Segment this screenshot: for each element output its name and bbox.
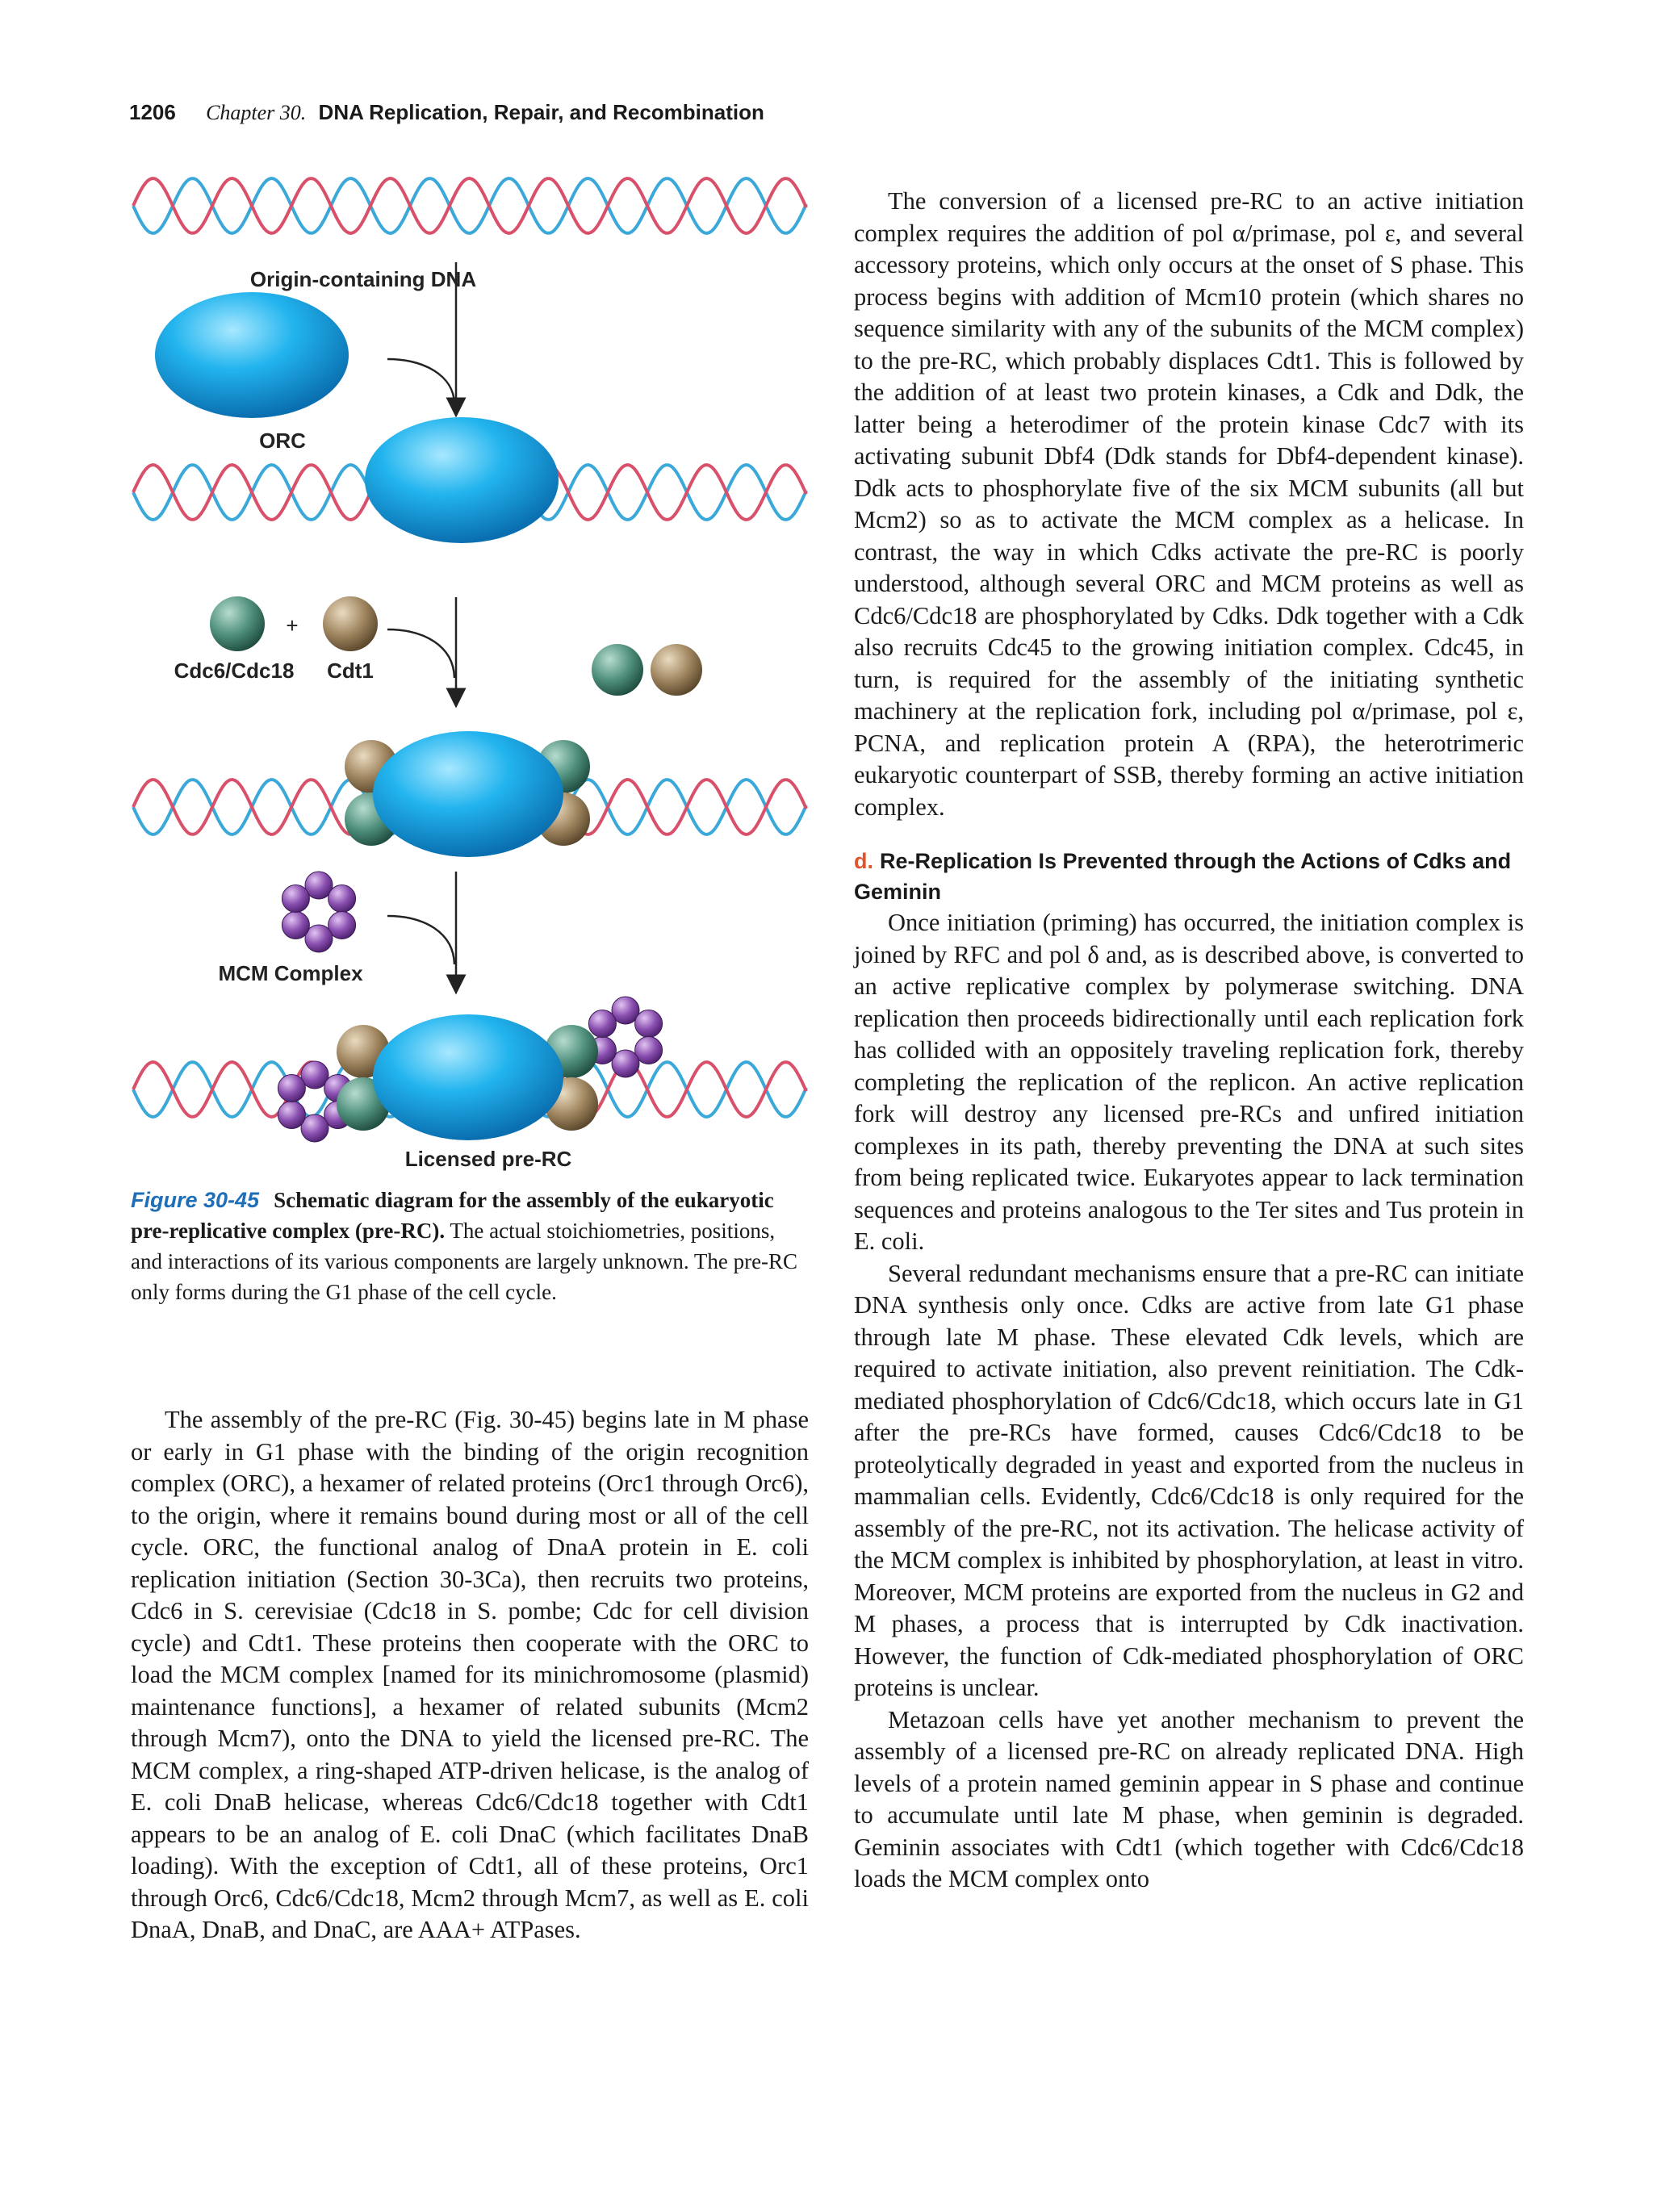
origin-dna-label: Origin-containing DNA: [249, 267, 477, 291]
right-column: [854, 186, 1524, 1896]
mcm-subunit: [588, 1010, 616, 1038]
cdt1-protein: [323, 596, 378, 651]
pre-rc-assembly-figure: [121, 161, 815, 1186]
mcm-subunit: [329, 885, 356, 913]
orc-complex: [155, 292, 349, 418]
chapter-label: Chapter 30.: [206, 101, 307, 124]
cdc6-protein: [210, 596, 265, 651]
section-title: Re-Replication Is Prevented through the Actions of Cdks and Geminin: [854, 849, 1512, 904]
cdc6-label: Cdc6/Cdc18: [174, 659, 295, 683]
plus-sign: +: [286, 613, 299, 638]
mcm-complex: [282, 872, 355, 952]
body-paragraph: The assembly of the pre-RC (Fig. 30-45) begins late in M phase or early in G1 phase with the binding of the origin recognition complex (ORC), a hexamer of related proteins (Orc1 through Orc6), to the origin, where it remains bound during most or all of the cell cycle. ORC, the functional analog of DnaA protein in E. coli replication initiation (Section 30-3Ca), then recruits two proteins, Cdc6 in S. cerevisiae (Cdc18 in S. pombe; Cdc for cell division cycle) and Cdt1. These proteins then cooperate with the ORC to load the MCM complex [named for its minichromosome (plasmid) maintenance functions], a hexamer of related subunits (Mcm2 through Mcm7), onto the DNA to yield the licensed pre-RC. The MCM complex, a ring-shaped ATP-driven helicase, is the analog of E. coli DnaB helicase, whereas Cdc6/Cdc18 together with Cdt1 appears to be an analog of E. coli DnaC (which facilitates DnaB loading). With the exception of Cdt1, all of these proteins, Orc1 through Orc6, Cdc6/Cdc18, Mcm2 through Mcm7, as well as E. coli DnaA, DnaB, and DnaC, are AAA+ ATPases.: [131, 1406, 809, 1943]
orc-intermediate: [373, 731, 563, 857]
body-paragraph: Once initiation (priming) has occurred, the initiation complex is joined by RFC and pol δ and, as is described above, is converted to an active replicative complex by polymerase switching. DNA replication then proceeds bidirectionally until each replication fork has collided with an oppositely traveling replication fork, thereby completing the replication of the replicon. An active replication fork will destroy any licensed pre-RCs and unfired initiation complexes in its path, thereby preventing the DNA at such sites from being replicated twice. Eukaryotes appear to lack termination sequences and proteins analogous to the Ter sites and Tus protein in E. coli.: [854, 909, 1524, 1255]
orc-bound: [365, 417, 559, 543]
cdt1-label: Cdt1: [327, 659, 374, 683]
body-paragraph: The conversion of a licensed pre-RC to an active initiation complex requires the addition of pol α/primase, pol ε, and several accessory proteins, which only occurs at the onset of S phase. This process begins with addition of Mcm10 protein (which shares no sequence similarity with any of the subunits of the MCM complex) to the pre-RC, which probably displaces Cdt1. This is followed by the addition of at least two protein kinases, a Cdk and Ddk, the latter being a heterodimer of the protein kinase Cdc7 with its activating subunit Dbf4 (Ddk stands for Dbf4-dependent kinase). Ddk acts to phosphorylate five of the six MCM subunits (all but Mcm2) so as to activate the MCM complex as a helicase. In contrast, the way in which Cdks activate the pre-RC is poorly understood, although several ORC and MCM proteins as well as Cdc6/Cdc18 are phosphorylated by Cdks. Ddk together with a Cdk also recruits Cdc45 to the growing initiation complex. Cdc45, in turn, is required for the assembly of the initiating synthetic machinery at the replication fork, including pol α/primase, pol ε, PCNA, and replication protein A (RPA), the heterotrimeric eukaryotic counterpart of SSB, thereby forming an active initiation complex.: [854, 187, 1524, 821]
orc-label: ORC: [259, 429, 306, 453]
figure-caption: [131, 1185, 809, 1307]
step-curve-3: [387, 916, 454, 964]
step-curve-1: [387, 359, 454, 404]
mcm-subunit: [282, 885, 309, 913]
mcm-subunit: [278, 1075, 305, 1102]
dna-strand: [133, 178, 806, 233]
cdc6-released: [592, 644, 643, 696]
mcm-subunit: [282, 912, 309, 939]
left-column: [131, 1404, 809, 1946]
figure-number: Figure 30-45: [131, 1188, 260, 1212]
mcm-label: MCM Complex: [218, 961, 363, 985]
mcm-subunit: [635, 1010, 663, 1038]
cdt1-released: [651, 644, 702, 696]
section-letter: d.: [854, 849, 873, 873]
mcm-subunit: [278, 1102, 305, 1129]
step-curve-2: [387, 629, 454, 678]
caption-title: Schematic diagram for the assembly of the eukaryotic pre-replicative complex (pre-RC).: [131, 1188, 774, 1243]
page-number: 1206: [129, 100, 176, 124]
body-paragraph: Several redundant mechanisms ensure that a pre-RC can initiate DNA synthesis only once. Cdks are active from late G1 phase through late M phase. These elevated Cdk levels, which are required to activate initiation, also prevent reinitiation. The Cdk-mediated phosphorylation of Cdc6/Cdc18, which occurs late in G1 after the pre-RCs have formed, causes Cdc6/Cdc18 to be proteolytically degraded in yeast and exported from the nucleus in mammalian cells. Evidently, Cdc6/Cdc18 is only required for the assembly of the pre-RC, not its activation. The helicase activity of the MCM complex is inhibited by phosphorylation, at least in vitro. Moreover, MCM proteins are exported from the nucleus in G2 and M phases, a process that is interrupted by Cdk inactivation. However, the function of Cdk-mediated phosphorylation of ORC proteins is unclear.: [854, 1259, 1524, 1701]
section-heading: [854, 846, 1524, 907]
body-paragraph: Metazoan cells have yet another mechanism to prevent the assembly of a licensed pre-RC on already replicated DNA. High levels of a protein named geminin appear in S phase and continue to accumulate until late M phase, when geminin is degraded. Geminin associates with Cdt1 (which together with Cdc6/Cdc18 loads the MCM complex onto: [854, 1705, 1524, 1892]
orc-licensed: [373, 1014, 563, 1140]
caption-body: The actual stoichiometries, positions, and interactions of its various components are largely unknown. The pre-RC only forms during the G1 phase of the cell cycle.: [131, 1219, 798, 1304]
dna-strand: [133, 178, 806, 233]
page-header: [129, 100, 764, 125]
licensed-pre-rc-label: Licensed pre-RC: [404, 1147, 572, 1171]
mcm-loaded-right: [588, 997, 662, 1077]
chapter-title: DNA Replication, Repair, and Recombination: [318, 100, 764, 124]
